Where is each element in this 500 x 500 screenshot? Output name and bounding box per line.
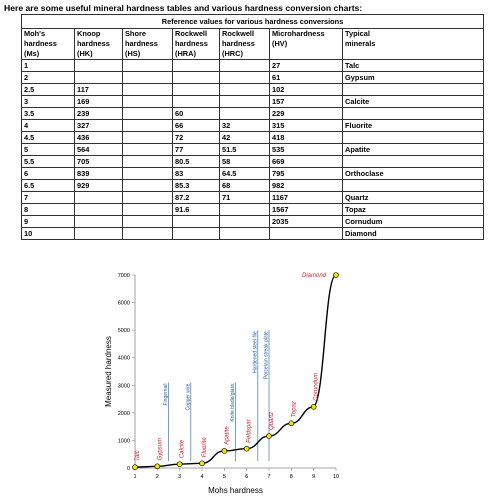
column-header-line bbox=[272, 49, 340, 59]
table-cell: 87.2 bbox=[173, 192, 220, 204]
table-cell bbox=[220, 204, 270, 216]
column-header-line: Typical bbox=[345, 29, 370, 38]
reference-marker-label: Fingernail bbox=[163, 383, 169, 406]
hardness-chart bbox=[95, 262, 345, 498]
mineral-label: Apatite bbox=[224, 426, 231, 445]
table-cell: Diamond bbox=[343, 228, 484, 240]
table-cell bbox=[220, 216, 270, 228]
table-cell bbox=[343, 132, 484, 144]
table-cell bbox=[123, 168, 173, 180]
table-cell: 60 bbox=[173, 108, 220, 120]
table-cell: 27 bbox=[270, 60, 343, 72]
table-row bbox=[22, 180, 484, 192]
column-header-line: Rockwell bbox=[222, 29, 255, 38]
table-cell: Quartz bbox=[343, 192, 484, 204]
table-cell bbox=[123, 144, 173, 156]
table-cell: 4.5 bbox=[22, 132, 75, 144]
data-point bbox=[177, 462, 182, 467]
y-tick-label: 1000 bbox=[117, 438, 130, 445]
x-tick-label: 1 bbox=[133, 474, 137, 480]
table-cell bbox=[173, 60, 220, 72]
column-header-line: (HV) bbox=[272, 39, 288, 48]
table-cell bbox=[123, 228, 173, 240]
table-cell: 51.5 bbox=[220, 144, 270, 156]
table-cell bbox=[75, 72, 123, 84]
table-cell: 795 bbox=[270, 168, 343, 180]
table-cell: Fluorite bbox=[343, 120, 484, 132]
table-row bbox=[22, 156, 484, 168]
table-cell: 239 bbox=[75, 108, 123, 120]
table-cell: 91.6 bbox=[173, 204, 220, 216]
table-cell bbox=[75, 60, 123, 72]
column-header bbox=[123, 29, 173, 60]
y-tick-label: 6000 bbox=[117, 300, 130, 307]
x-tick-label: 8 bbox=[289, 474, 293, 480]
x-tick-label: 5 bbox=[222, 474, 226, 480]
reference-marker-label: Porcelain streak plate bbox=[263, 331, 270, 380]
table-row bbox=[22, 204, 484, 216]
table-cell: 8 bbox=[22, 204, 75, 216]
table-cell: Gypsum bbox=[343, 72, 484, 84]
x-tick-label: 2 bbox=[155, 474, 159, 480]
table-cell: 2.5 bbox=[22, 84, 75, 96]
table-cell: 71 bbox=[220, 192, 270, 204]
mineral-label: Diamond bbox=[301, 273, 326, 279]
x-tick-label: 9 bbox=[312, 474, 316, 480]
column-header bbox=[75, 29, 123, 60]
column-header-line: hardness bbox=[77, 39, 110, 48]
y-tick-label: 7000 bbox=[117, 273, 130, 279]
table-cell bbox=[173, 84, 220, 96]
table-cell: 3 bbox=[22, 96, 75, 108]
table-cell bbox=[343, 180, 484, 192]
table-cell: 982 bbox=[270, 180, 343, 192]
data-point bbox=[133, 465, 138, 470]
table-cell bbox=[123, 84, 173, 96]
x-tick-label: 10 bbox=[332, 474, 340, 480]
table-cell bbox=[75, 216, 123, 228]
table-cell bbox=[123, 96, 173, 108]
table-cell bbox=[220, 84, 270, 96]
table-cell bbox=[123, 156, 173, 168]
reference-marker-label: Hardened steel file bbox=[252, 331, 259, 373]
column-header-line: Rockwell bbox=[175, 29, 208, 38]
table-cell: 327 bbox=[75, 120, 123, 132]
table-cell: 1167 bbox=[270, 192, 343, 204]
table-cell: Talc bbox=[343, 60, 484, 72]
table-cell: 85.3 bbox=[173, 180, 220, 192]
table-cell: 83 bbox=[173, 168, 220, 180]
table-cell: 229 bbox=[270, 108, 343, 120]
table-cell bbox=[220, 228, 270, 240]
table-cell: 169 bbox=[75, 96, 123, 108]
column-header-line: (HK) bbox=[77, 49, 93, 58]
table-cell: 2035 bbox=[270, 216, 343, 228]
table-cell: 6.5 bbox=[22, 180, 75, 192]
table-row bbox=[22, 96, 484, 108]
table-cell: 61 bbox=[270, 72, 343, 84]
x-tick-label: 6 bbox=[245, 474, 249, 480]
column-header-line bbox=[345, 49, 481, 59]
table-cell bbox=[123, 108, 173, 120]
table-row bbox=[22, 168, 484, 180]
table-cell: 80.5 bbox=[173, 156, 220, 168]
column-header-line: Microhardness bbox=[272, 29, 325, 38]
table-cell bbox=[343, 108, 484, 120]
column-header-line: hardness bbox=[222, 39, 255, 48]
table-cell: 5 bbox=[22, 144, 75, 156]
column-header-line: (Ms) bbox=[24, 49, 40, 58]
mineral-label: Talc bbox=[135, 450, 141, 462]
x-axis-title: Mohs hardness bbox=[208, 486, 263, 495]
table-cell bbox=[75, 228, 123, 240]
table-cell bbox=[173, 216, 220, 228]
table-cell: 117 bbox=[75, 84, 123, 96]
table-cell bbox=[123, 192, 173, 204]
table-cell: Apatite bbox=[343, 144, 484, 156]
data-point bbox=[267, 434, 272, 439]
table-cell: 4 bbox=[22, 120, 75, 132]
data-point bbox=[244, 446, 249, 451]
x-tick-label: 4 bbox=[200, 474, 204, 480]
table-cell: 64.5 bbox=[220, 168, 270, 180]
reference-marker-label: Knife blade/glass bbox=[230, 383, 236, 422]
column-header bbox=[22, 29, 75, 60]
column-header-line: hardness bbox=[24, 39, 57, 48]
table-cell bbox=[123, 72, 173, 84]
mineral-label: Gypsum bbox=[157, 438, 164, 461]
table-row bbox=[22, 192, 484, 204]
table-row bbox=[22, 120, 484, 132]
table-cell: 72 bbox=[173, 132, 220, 144]
column-header bbox=[343, 29, 484, 60]
table-cell bbox=[220, 60, 270, 72]
table-cell: 564 bbox=[75, 144, 123, 156]
table-row bbox=[22, 228, 484, 240]
table-header-row bbox=[22, 29, 484, 60]
x-tick-label: 3 bbox=[178, 474, 182, 480]
table-cell: 929 bbox=[75, 180, 123, 192]
table-cell bbox=[173, 72, 220, 84]
table-cell: 10 bbox=[22, 228, 75, 240]
table-cell: 102 bbox=[270, 84, 343, 96]
table-cell: 839 bbox=[75, 168, 123, 180]
table-row bbox=[22, 84, 484, 96]
mineral-label: Calcite bbox=[179, 439, 186, 459]
table-cell: 1567 bbox=[270, 204, 343, 216]
table-cell bbox=[220, 96, 270, 108]
y-tick-label: 5000 bbox=[117, 328, 130, 335]
table-cell bbox=[123, 180, 173, 192]
y-axis-title: Measured hardness bbox=[104, 336, 113, 407]
table-row bbox=[22, 60, 484, 72]
table-row bbox=[22, 72, 484, 84]
data-point bbox=[155, 464, 160, 469]
table-cell: 32 bbox=[220, 120, 270, 132]
hardness-table bbox=[21, 14, 484, 240]
data-point bbox=[200, 461, 205, 466]
table-cell: 436 bbox=[75, 132, 123, 144]
table-row bbox=[22, 108, 484, 120]
table-cell: 2 bbox=[22, 72, 75, 84]
table-cell: Orthoclase bbox=[343, 168, 484, 180]
mineral-label: Corundum bbox=[313, 372, 320, 401]
table-cell: Calcite bbox=[343, 96, 484, 108]
table-cell bbox=[123, 204, 173, 216]
column-header-line: Shore bbox=[125, 29, 146, 38]
mineral-label: Topaz bbox=[291, 401, 298, 418]
column-header-line: hardness bbox=[175, 39, 208, 48]
mineral-label: Feldspar bbox=[246, 419, 253, 443]
column-header-line: (HS) bbox=[125, 49, 141, 58]
x-tick-label: 7 bbox=[267, 474, 271, 480]
table-cell: 669 bbox=[270, 156, 343, 168]
table-cell bbox=[123, 120, 173, 132]
table-cell: 7 bbox=[22, 192, 75, 204]
table-cell: Cornudum bbox=[343, 216, 484, 228]
data-point bbox=[334, 273, 339, 278]
column-header bbox=[173, 29, 220, 60]
data-point bbox=[222, 448, 227, 453]
column-header-line: minerals bbox=[345, 39, 376, 48]
column-header bbox=[220, 29, 270, 60]
table-cell: 58 bbox=[220, 156, 270, 168]
table-cell: 1 bbox=[22, 60, 75, 72]
table-row bbox=[22, 144, 484, 156]
table-cell bbox=[75, 192, 123, 204]
y-tick-label: 2000 bbox=[117, 410, 130, 417]
table-cell: 705 bbox=[75, 156, 123, 168]
data-point bbox=[311, 404, 316, 409]
table-cell: 68 bbox=[220, 180, 270, 192]
table-cell: Topaz bbox=[343, 204, 484, 216]
column-header-line: Moh's bbox=[24, 29, 46, 38]
table-row bbox=[22, 216, 484, 228]
table-row bbox=[22, 132, 484, 144]
mineral-label: Quartz bbox=[269, 412, 275, 431]
table-cell bbox=[343, 84, 484, 96]
table-caption: Reference values for various hardness conversions bbox=[22, 15, 484, 29]
table-cell bbox=[123, 132, 173, 144]
table-cell: 66 bbox=[173, 120, 220, 132]
table-cell bbox=[123, 60, 173, 72]
table-cell bbox=[220, 72, 270, 84]
column-header-line: (HRA) bbox=[175, 49, 196, 58]
table-cell: 5.5 bbox=[22, 156, 75, 168]
table-cell: 9 bbox=[22, 216, 75, 228]
column-header-line: hardness bbox=[125, 39, 158, 48]
data-point bbox=[289, 421, 294, 426]
table-cell: 157 bbox=[270, 96, 343, 108]
table-cell bbox=[173, 228, 220, 240]
table-cell bbox=[75, 204, 123, 216]
column-header bbox=[270, 29, 343, 60]
table-cell bbox=[173, 96, 220, 108]
reference-marker-label: Copper wire bbox=[185, 383, 192, 411]
y-tick-label: 4000 bbox=[117, 355, 130, 362]
table-cell bbox=[270, 228, 343, 240]
table-cell: 315 bbox=[270, 120, 343, 132]
table-cell bbox=[220, 108, 270, 120]
mineral-label: Fluorite bbox=[202, 437, 208, 458]
table-cell: 77 bbox=[173, 144, 220, 156]
table-cell: 535 bbox=[270, 144, 343, 156]
table-cell: 6 bbox=[22, 168, 75, 180]
table-cell: 42 bbox=[220, 132, 270, 144]
column-header-line: (HRC) bbox=[222, 49, 243, 58]
table-cell bbox=[123, 216, 173, 228]
table-cell: 3.5 bbox=[22, 108, 75, 120]
column-header-line: Knoop bbox=[77, 29, 101, 38]
table-cell bbox=[343, 156, 484, 168]
intro-text: Here are some useful mineral hardness tables and various hardness conversion charts: bbox=[4, 3, 363, 13]
table-cell: 418 bbox=[270, 132, 343, 144]
y-tick-label: 3000 bbox=[117, 383, 130, 390]
y-tick-label: 0 bbox=[126, 466, 130, 472]
